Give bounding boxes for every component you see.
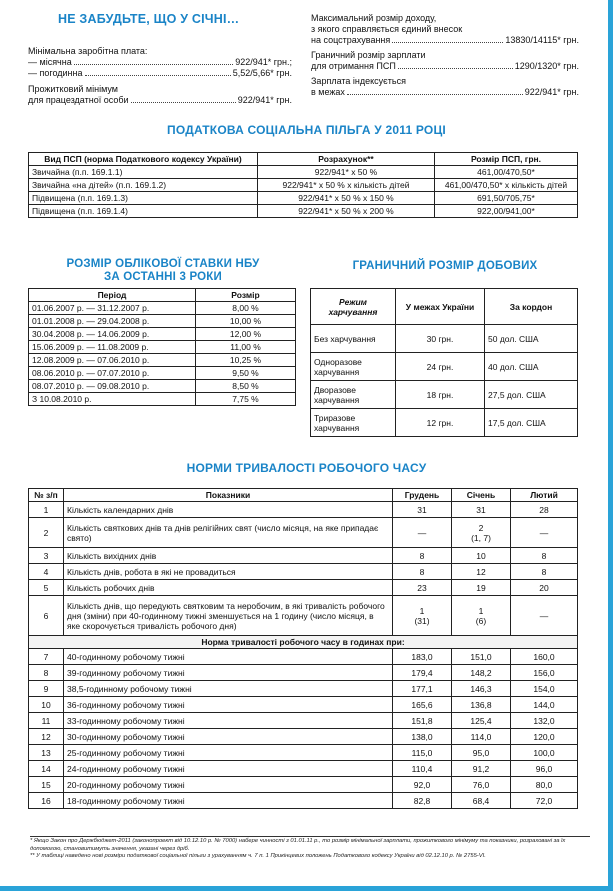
per-diem-cell: 50 дол. США: [485, 325, 578, 353]
norms-cell: 31: [452, 502, 511, 518]
nbu-cell: 12.08.2009 р. — 07.06.2010 р.: [29, 354, 196, 367]
table-row: [29, 393, 296, 406]
psp-cell: 922/941* х 50 %: [258, 166, 435, 179]
per-diem-cell: 12 грн.: [396, 409, 485, 437]
table-row: [29, 596, 578, 636]
norms-cell: 115,0: [393, 745, 452, 761]
norms-cell: 132,0: [511, 713, 578, 729]
norms-cell: 4: [29, 564, 64, 580]
max-income-value: 13830/14115* грн.: [505, 35, 579, 45]
subsistence-value: 922/941* грн.: [237, 95, 292, 105]
psp-header-kind: Вид ПСП (норма Податкового кодексу України): [29, 153, 258, 166]
hourly-value: 5,52/5,66* грн.: [232, 68, 292, 78]
table-row: [29, 302, 296, 315]
norms-cell: 72,0: [511, 793, 578, 809]
table-row: [29, 518, 578, 548]
norms-cell: 144,0: [511, 697, 578, 713]
per-diem-header-abroad: За кордон: [485, 289, 578, 325]
psp-cell: 461,00/470,50* х кількість дітей: [435, 179, 578, 192]
norms-cell: 24-годинному робочому тижні: [64, 761, 393, 777]
nbu-header-rate: Розмір: [196, 289, 296, 302]
table-row: [29, 153, 578, 166]
norms-header-indicator: Показники: [64, 489, 393, 502]
table-row: [29, 697, 578, 713]
table-row: [29, 729, 578, 745]
table-row: [29, 681, 578, 697]
psp-cell: Підвищена (п.п. 169.1.4): [29, 205, 258, 218]
norms-cell: 11: [29, 713, 64, 729]
norms-cell: 136,8: [452, 697, 511, 713]
table-row: [29, 192, 578, 205]
table-row: [29, 548, 578, 564]
nbu-cell: 30.04.2008 р. — 14.06.2009 р.: [29, 328, 196, 341]
norms-cell: 1 (31): [393, 596, 452, 636]
per-diem-cell: 17,5 дол. США: [485, 409, 578, 437]
psp-cell: 922,00/941,00*: [435, 205, 578, 218]
norms-title: НОРМИ ТРИВАЛОСТІ РОБОЧОГО ЧАСУ: [186, 461, 427, 475]
page-frame-bottom: [0, 886, 613, 891]
footnote-2: ** У таблиці наведено нові розміри податкової соціальної пільги з урахуванням ч. 7 п. 1 Прикінцевих положень Податкового кодексу України від 02.12.10 р. № 2755-VI.: [30, 853, 486, 859]
per-diem-cell: Дворазове харчування: [311, 381, 396, 409]
norms-header-num: № з/п: [29, 489, 64, 502]
psp-table: [28, 152, 578, 218]
norms-cell: 10: [452, 548, 511, 564]
nbu-title-line-1: РОЗМІР ОБЛІКОВОЇ СТАВКИ НБУ: [66, 258, 260, 270]
per-diem-cell: Одноразове харчування: [311, 353, 396, 381]
table-row: [29, 328, 296, 341]
page-title: НЕ ЗАБУДЬТЕ, ЩО У СІЧНІ…: [58, 12, 240, 26]
table-row: [311, 381, 578, 409]
norms-cell: 151,0: [452, 649, 511, 665]
per-diem-cell: 27,5 дол. США: [485, 381, 578, 409]
norms-cell: 80,0: [511, 777, 578, 793]
norms-cell: Кількість вихідних днів: [64, 548, 393, 564]
page-frame-right: [608, 0, 613, 891]
nbu-title: [28, 258, 298, 284]
indexed-label-2: в межах: [311, 87, 345, 97]
norms-cell: Кількість календарних днів: [64, 502, 393, 518]
norms-cell: 12: [29, 729, 64, 745]
norms-cell: 33-годинному робочому тижні: [64, 713, 393, 729]
norms-cell: 82,8: [393, 793, 452, 809]
norms-cell: 8: [511, 548, 578, 564]
norms-cell: 9: [29, 681, 64, 697]
norms-cell: 28: [511, 502, 578, 518]
psp-header-size: Розмір ПСП, грн.: [435, 153, 578, 166]
norms-cell: 19: [452, 580, 511, 596]
norms-cell: 120,0: [511, 729, 578, 745]
psp-limit-value: 1290/1320* грн.: [514, 61, 579, 71]
table-row: [29, 205, 578, 218]
norms-header-january: Січень: [452, 489, 511, 502]
table-row: [311, 289, 578, 325]
table-row: [29, 745, 578, 761]
norms-cell: 151,8: [393, 713, 452, 729]
table-row: [29, 315, 296, 328]
subsistence-label-1: Прожитковий мінімум: [28, 84, 118, 94]
nbu-cell: 08.07.2010 р. — 09.08.2010 р.: [29, 380, 196, 393]
norms-table: [28, 488, 578, 809]
nbu-header-period: Період: [29, 289, 196, 302]
table-row: [29, 564, 578, 580]
table-row: [29, 367, 296, 380]
norms-cell: 100,0: [511, 745, 578, 761]
table-row: [29, 179, 578, 192]
max-income-label-2: з якого справляється єдиний внесок: [311, 24, 463, 34]
norms-cell: 23: [393, 580, 452, 596]
table-row: [29, 166, 578, 179]
norms-cell: 95,0: [452, 745, 511, 761]
footnotes: [30, 838, 590, 861]
nbu-cell: 12,00 %: [196, 328, 296, 341]
nbu-cell: 08.06.2010 р. — 07.07.2010 р.: [29, 367, 196, 380]
subsistence-label-2: для працездатної особи: [28, 95, 129, 105]
norms-cell: 36-годинному робочому тижні: [64, 697, 393, 713]
norms-cell: 165,6: [393, 697, 452, 713]
norms-cell: 3: [29, 548, 64, 564]
norms-cell: 12: [452, 564, 511, 580]
nbu-cell: 01.06.2007 р. — 31.12.2007 р.: [29, 302, 196, 315]
table-row: [311, 325, 578, 353]
psp-limit-label-2: для отримання ПСП: [311, 61, 396, 71]
norms-cell: 1 (6): [452, 596, 511, 636]
norms-cell: 20-годинному робочому тижні: [64, 777, 393, 793]
psp-cell: Підвищена (п.п. 169.1.3): [29, 192, 258, 205]
table-row: [29, 793, 578, 809]
nbu-cell: З 10.08.2010 р.: [29, 393, 196, 406]
psp-cell: Звичайна «на дітей» (п.п. 169.1.2): [29, 179, 258, 192]
table-row: [29, 489, 578, 502]
norms-top-rows: [29, 502, 578, 636]
norms-cell: Кількість днів, що передують святковим та неробочим, в які тривалість робочого дня (зміни) при 40-годинному тижні зменшується на 1 годину (число місяця, в яке скорочується тривалість робочого дня): [64, 596, 393, 636]
norms-cell: 15: [29, 777, 64, 793]
table-row: [311, 353, 578, 381]
norms-cell: 1: [29, 502, 64, 518]
nbu-cell: 10,00 %: [196, 315, 296, 328]
per-diem-title: ГРАНИЧНИЙ РОЗМІР ДОБОВИХ: [352, 260, 538, 272]
psp-cell: 922/941* х 50 % х 150 %: [258, 192, 435, 205]
norms-cell: 76,0: [452, 777, 511, 793]
norms-cell: 138,0: [393, 729, 452, 745]
norms-header-february: Лютий: [511, 489, 578, 502]
left-facts: [28, 46, 292, 106]
psp-title: ПОДАТКОВА СОЦІАЛЬНА ПІЛЬГА У 2011 РОЦІ: [167, 123, 446, 137]
norms-cell: 30-годинному робочому тижні: [64, 729, 393, 745]
monthly-value: 922/941* грн.;: [235, 57, 292, 67]
norms-cell: 10: [29, 697, 64, 713]
norms-cell: 31: [393, 502, 452, 518]
nbu-table: [28, 288, 296, 406]
nbu-title-line-2: ЗА ОСТАННІ 3 РОКИ: [103, 271, 222, 283]
psp-cell: 461,00/470,50*: [435, 166, 578, 179]
psp-cell: 922/941* х 50 % х кількість дітей: [258, 179, 435, 192]
norms-cell: 96,0: [511, 761, 578, 777]
max-income-label-1: Максимальний розмір доходу,: [311, 13, 437, 23]
per-diem-header-domestic: У межах України: [396, 289, 485, 325]
table-row: [29, 777, 578, 793]
footnote-divider: [30, 836, 590, 837]
table-row: [29, 354, 296, 367]
nbu-cell: 15.06.2009 р. — 11.08.2009 р.: [29, 341, 196, 354]
per-diem-cell: 30 грн.: [396, 325, 485, 353]
norms-cell: 8: [511, 564, 578, 580]
norms-cell: —: [511, 596, 578, 636]
nbu-cell: 8,00 %: [196, 302, 296, 315]
norms-cell: 110,4: [393, 761, 452, 777]
psp-limit-label-1: Граничний розмір зарплати: [311, 50, 426, 60]
table-row: [29, 649, 578, 665]
table-row: [29, 341, 296, 354]
min-salary-label: Мінімальна заробітна плата:: [28, 46, 148, 56]
norms-header-december: Грудень: [393, 489, 452, 502]
norms-cell: 146,3: [452, 681, 511, 697]
norms-cell: 148,2: [452, 665, 511, 681]
table-row: [311, 409, 578, 437]
per-diem-cell: 18 грн.: [396, 381, 485, 409]
norms-cell: 18-годинному робочому тижні: [64, 793, 393, 809]
per-diem-table: [310, 288, 578, 437]
per-diem-header-mode: Режим харчування: [311, 289, 396, 325]
norms-cell: 6: [29, 596, 64, 636]
norms-cell: 125,4: [452, 713, 511, 729]
table-row: [29, 665, 578, 681]
norms-cell: Кількість днів, робота в які не провадиться: [64, 564, 393, 580]
norms-cell: 114,0: [452, 729, 511, 745]
norms-cell: 177,1: [393, 681, 452, 697]
psp-cell: Звичайна (п.п. 169.1.1): [29, 166, 258, 179]
table-row: [29, 380, 296, 393]
per-diem-cell: 24 грн.: [396, 353, 485, 381]
norms-cell: 92,0: [393, 777, 452, 793]
indexed-value: 922/941* грн.: [524, 87, 579, 97]
norms-cell: 25-годинному робочому тижні: [64, 745, 393, 761]
norms-cell: 156,0: [511, 665, 578, 681]
norms-cell: 5: [29, 580, 64, 596]
footnote-1: * Якщо Закон про Держбюджет-2011 (законопроект від 10.12.10 р. № 7000) набере чинності з 01.01.11 р., то розмір мінімальної зарплати, прожиткового мінімуму та показники, розраховані за їх допомогою, становитимуть значення, указані через дріб.: [30, 838, 566, 852]
norms-cell: 8: [393, 548, 452, 564]
nbu-cell: 9,50 %: [196, 367, 296, 380]
psp-header-calc: Розрахунок**: [258, 153, 435, 166]
norms-cell: 160,0: [511, 649, 578, 665]
norms-cell: 91,2: [452, 761, 511, 777]
norms-cell: —: [393, 518, 452, 548]
table-row: [29, 580, 578, 596]
norms-bottom-rows: [29, 649, 578, 809]
norms-subheader: Норма тривалості робочого часу в годинах при:: [29, 636, 578, 649]
norms-cell: Кількість святкових днів та днів релігійних свят (число місяця, на яке припадає свято): [64, 518, 393, 548]
nbu-cell: 11,00 %: [196, 341, 296, 354]
norms-cell: 154,0: [511, 681, 578, 697]
per-diem-cell: Триразове харчування: [311, 409, 396, 437]
table-row: [29, 761, 578, 777]
max-income-label-3: на соцстрахування: [311, 35, 391, 45]
norms-cell: Кількість робочих днів: [64, 580, 393, 596]
table-row: [29, 502, 578, 518]
norms-cell: 16: [29, 793, 64, 809]
right-facts: [311, 13, 579, 98]
hourly-label: — погодинна: [28, 68, 83, 78]
nbu-cell: 10,25 %: [196, 354, 296, 367]
norms-cell: 2: [29, 518, 64, 548]
per-diem-cell: Без харчування: [311, 325, 396, 353]
norms-cell: 20: [511, 580, 578, 596]
nbu-cell: 7,75 %: [196, 393, 296, 406]
norms-cell: 13: [29, 745, 64, 761]
norms-cell: 8: [393, 564, 452, 580]
norms-cell: 68,4: [452, 793, 511, 809]
norms-cell: —: [511, 518, 578, 548]
norms-subheader-row: [29, 636, 578, 649]
norms-cell: 38,5-годинному робочому тижні: [64, 681, 393, 697]
nbu-cell: 8,50 %: [196, 380, 296, 393]
table-row: [29, 713, 578, 729]
nbu-cell: 01.01.2008 р. — 29.04.2008 р.: [29, 315, 196, 328]
norms-cell: 2 (1, 7): [452, 518, 511, 548]
norms-cell: 7: [29, 649, 64, 665]
norms-cell: 39-годинному робочому тижні: [64, 665, 393, 681]
monthly-label: — місячна: [28, 57, 72, 67]
norms-cell: 40-годинному робочому тижні: [64, 649, 393, 665]
indexed-label-1: Зарплата індексується: [311, 76, 406, 86]
norms-cell: 14: [29, 761, 64, 777]
norms-cell: 183,0: [393, 649, 452, 665]
table-row: [29, 289, 296, 302]
psp-cell: 691,50/705,75*: [435, 192, 578, 205]
norms-cell: 179,4: [393, 665, 452, 681]
norms-cell: 8: [29, 665, 64, 681]
per-diem-cell: 40 дол. США: [485, 353, 578, 381]
psp-cell: 922/941* х 50 % х 200 %: [258, 205, 435, 218]
